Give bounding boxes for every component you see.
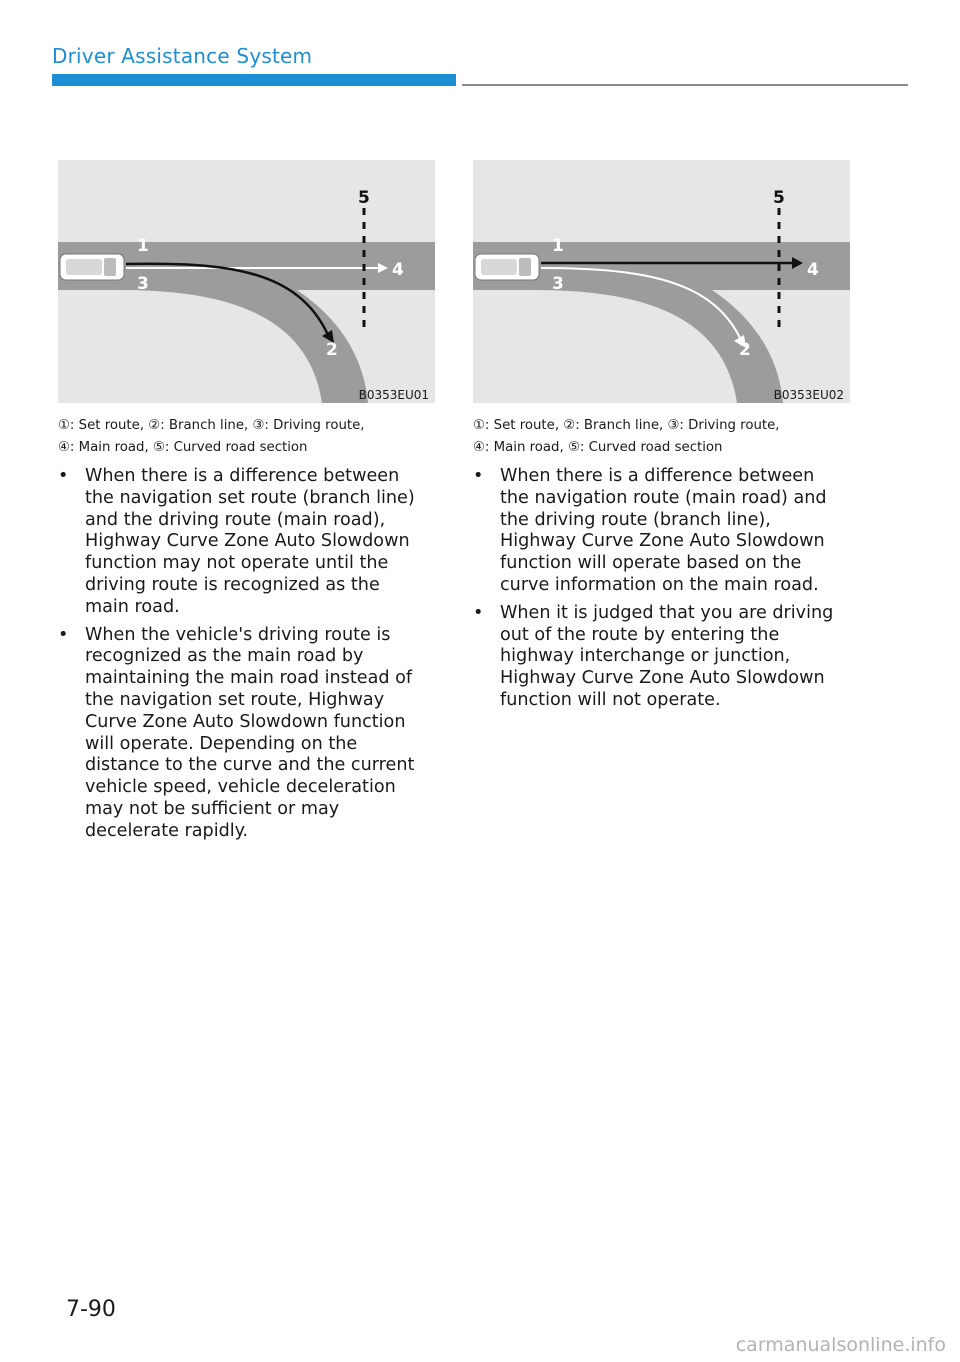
legend-line: ④: Main road, ⑤: Curved road section	[58, 440, 308, 455]
page-number: 7-90	[66, 1297, 116, 1322]
legend-line: ④: Main road, ⑤: Curved road section	[473, 440, 723, 455]
callout-5: 5	[358, 188, 370, 208]
bullet-text: When there is a difference between the navigation set route (branch line) and the driving route (main road), Highway Curve Zone Auto Slowdown function may not operate until the driving route is recognized as the main road.	[85, 466, 415, 617]
callout-4: 4	[807, 260, 819, 280]
list-item	[469, 603, 844, 712]
bullet-icon: •	[58, 466, 69, 486]
bullet-icon: •	[473, 466, 484, 486]
bullet-text: When the vehicle's driving route is recognized as the main road by maintaining the main road instead of the navigation set route, Highway Curve Zone Auto Slowdown function will operate. Depending on the distance to the curve and the current vehicle speed, vehicle deceleration may not be sufficient or may decelerate rapidly.	[85, 624, 415, 841]
header-rule-gray	[462, 84, 908, 86]
list-item	[54, 625, 429, 843]
callout-3: 3	[552, 274, 564, 294]
figure-code: B0353EU01	[358, 388, 429, 402]
callout-5: 5	[773, 188, 785, 208]
bullet-list-2	[469, 466, 844, 718]
figure-legend-1	[58, 415, 443, 459]
bullet-text: When it is judged that you are driving out of the route by entering the highway interchange or junction, Highway Curve Zone Auto Slowdown function will not operate.	[500, 602, 834, 710]
legend-line: ①: Set route, ②: Branch line, ③: Driving route,	[473, 418, 780, 433]
bullet-text: When there is a difference between the navigation route (main road) and the driving route (branch line), Highway Curve Zone Auto Slowdown function will operate based on the curve information on the main road.	[500, 466, 827, 595]
callout-1: 1	[137, 236, 149, 256]
callout-2: 2	[326, 340, 338, 360]
bullet-icon: •	[58, 624, 69, 645]
header-rule-blue	[52, 74, 456, 86]
list-item	[54, 466, 429, 619]
vehicle-icon	[60, 254, 124, 280]
figure-code: B0353EU02	[773, 388, 844, 402]
list-item	[469, 466, 844, 597]
section-title: Driver Assistance System	[52, 44, 313, 68]
callout-2: 2	[739, 340, 751, 360]
figure-2	[473, 160, 850, 403]
vehicle-icon	[475, 254, 539, 280]
watermark: carmanualsonline.info	[735, 1334, 946, 1356]
figure-1	[58, 160, 435, 403]
bullet-icon: •	[473, 602, 484, 623]
callout-3: 3	[137, 274, 149, 294]
legend-line: ①: Set route, ②: Branch line, ③: Driving route,	[58, 418, 365, 433]
bullet-list-1	[54, 466, 429, 849]
road-diagram-1	[58, 160, 435, 403]
figure-legend-2	[473, 415, 858, 459]
callout-1: 1	[552, 236, 564, 256]
road-diagram-2	[473, 160, 850, 403]
callout-4: 4	[392, 260, 404, 280]
